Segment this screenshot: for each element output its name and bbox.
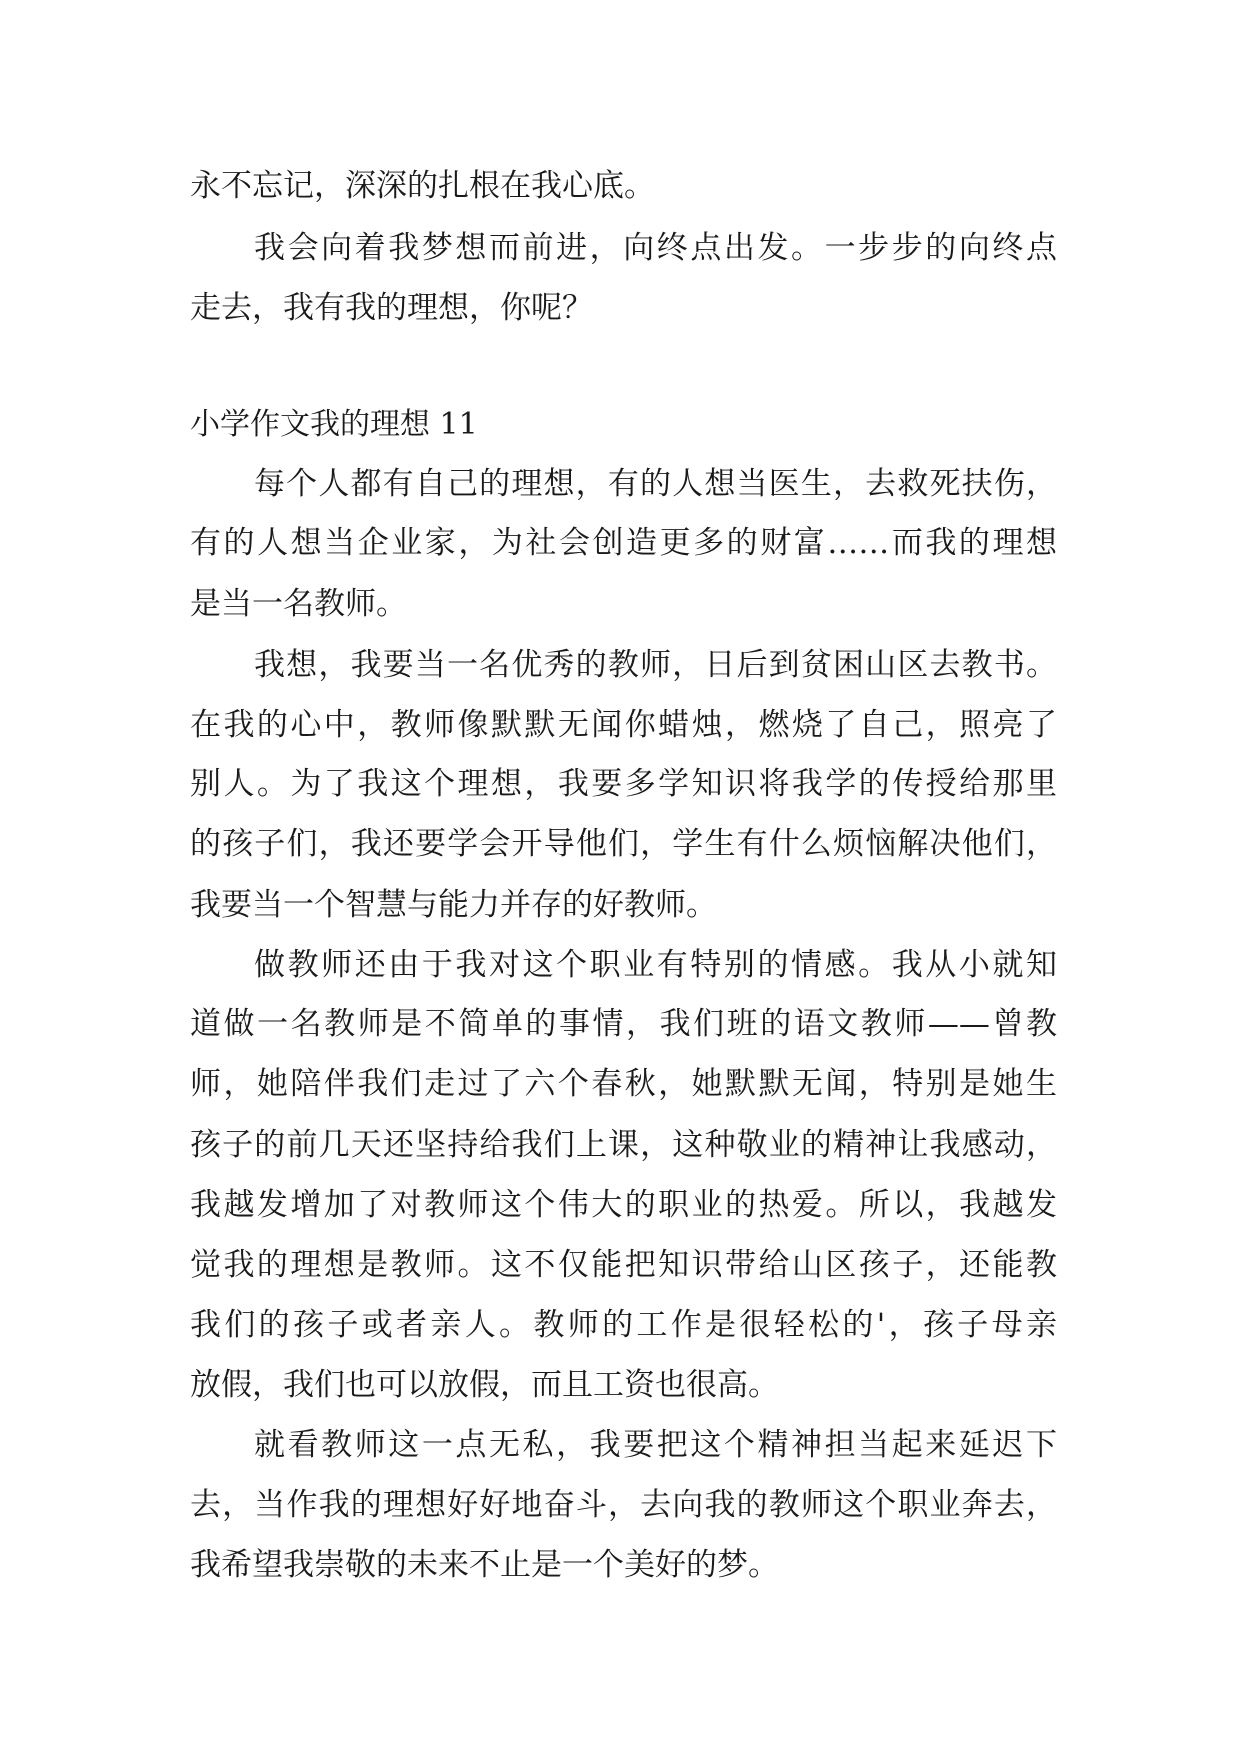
text-line: 我们的孩子或者亲人。教师的工作是很轻松的'，孩子母亲 [190,1307,1057,1343]
text-line: 有的人想当企业家，为社会创造更多的财富……而我的理想 [190,525,1057,561]
text-line: 去，当作我的理想好好地奋斗，去向我的教师这个职业奔去， [190,1487,1057,1523]
text-line: 我要当一个智慧与能力并存的好教师。 [190,887,717,923]
text-line: 的孩子们，我还要学会开导他们，学生有什么烦恼解决他们， [190,826,1057,862]
paragraph-first-line: 做教师还由于我对这个职业有特别的情感。我从小就知 [254,947,1057,983]
text-line: 道做一名教师是不简单的事情，我们班的语文教师——曾教 [190,1006,1057,1042]
paragraph-first-line: 我想，我要当一名优秀的教师，日后到贫困山区去教书。 [254,647,1057,683]
text-line: 别人。为了我这个理想，我要多学知识将我学的传授给那里 [190,766,1057,802]
paragraph-first-line: 每个人都有自己的理想，有的人想当医生，去救死扶伤， [254,466,1057,502]
text-line: 师，她陪伴我们走过了六个春秋，她默默无闻，特别是她生 [190,1066,1057,1102]
paragraph-first-line: 就看教师这一点无私，我要把这个精神担当起来延迟下 [254,1427,1057,1463]
text-line: 永不忘记，深深的扎根在我心底。 [190,168,655,204]
text-line: 在我的心中，教师像默默无闻你蜡烛，燃烧了自己，照亮了 [190,707,1057,743]
text-line: 走去，我有我的理想，你呢？ [190,290,593,326]
text-line: 是当一名教师。 [190,586,407,622]
text-line: 我越发增加了对教师这个伟大的职业的热爱。所以，我越发 [190,1187,1057,1223]
text-line: 我希望我崇敬的未来不止是一个美好的梦。 [190,1547,779,1583]
paragraph-first-line: 我会向着我梦想而前进，向终点出发。一步步的向终点 [254,230,1057,266]
section-heading: 小学作文我的理想 11 [190,407,478,442]
text-line: 放假，我们也可以放假，而且工资也很高。 [190,1367,779,1403]
text-line: 孩子的前几天还坚持给我们上课，这种敬业的精神让我感动， [190,1127,1057,1163]
text-line: 觉我的理想是教师。这不仅能把知识带给山区孩子，还能教 [190,1247,1057,1283]
